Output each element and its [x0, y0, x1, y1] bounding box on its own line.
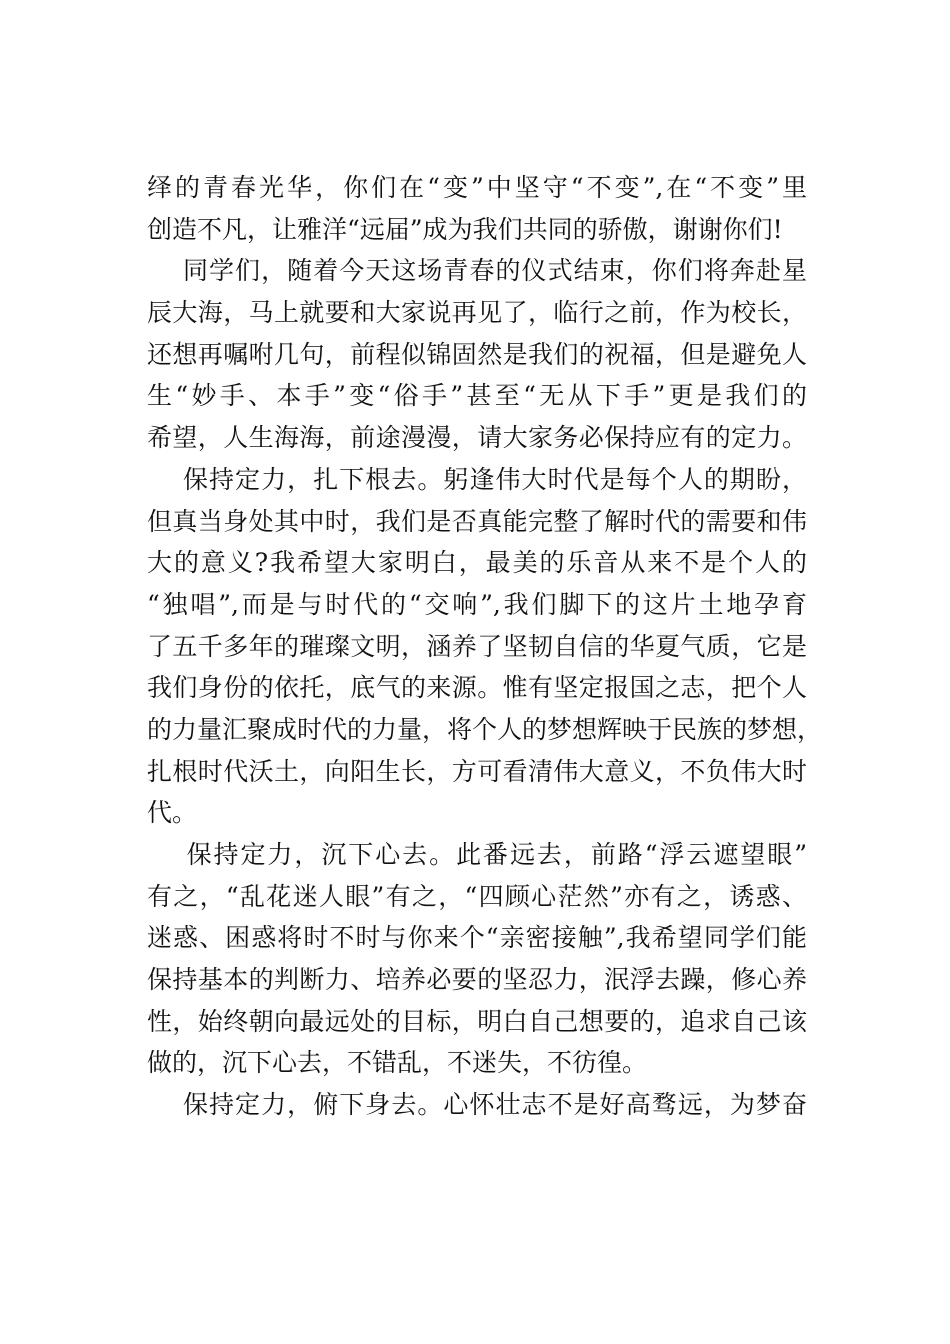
- text-line: 扎根时代沃土，向阳生长，方可看清伟大意义，不负伟大时: [147, 756, 807, 786]
- text-line: “独唱”,而是与时代的“交响”,我们脚下的这片土地孕育: [147, 589, 807, 619]
- text-line: 保持基本的判断力、培养必要的坚忍力，泯浮去躁，修心养: [147, 965, 807, 995]
- text-line: 我们身份的依托，底气的来源。惟有坚定报国之志，把个人: [147, 673, 807, 703]
- text-line: 保持定力，沉下心去。此番远去，前路“浮云遮望眼”: [147, 840, 807, 869]
- text-line: 代。: [147, 798, 198, 828]
- text-line: 做的，沉下心去，不错乱，不迷失，不彷徨。: [147, 1048, 648, 1078]
- text-line: 同学们，随着今天这场青春的仪式结束，你们将奔赴星: [147, 256, 807, 286]
- text-line: 生“妙手、本手”变“俗手”甚至“无从下手”更是我们的: [147, 381, 807, 411]
- text-line: 迷惑、困惑将时不时与你来个“亲密接触”,我希望同学们能: [147, 923, 807, 953]
- text-line: 了五千多年的璀璨文明，涵养了坚韧自信的华夏气质，它是: [147, 631, 807, 661]
- body-text: [147, 167, 823, 1126]
- text-line: 还想再嘱咐几句，前程似锦固然是我们的祝福，但是避免人: [147, 339, 807, 369]
- text-line: 保持定力，扎下根去。躬逢伟大时代是每个人的期盼，: [147, 464, 807, 494]
- text-line: 创造不凡，让雅洋“远届”成为我们共同的骄傲，谢谢你们!: [147, 214, 783, 244]
- text-line: 保持定力，俯下身去。心怀壮志不是好高骛远，为梦奋: [147, 1090, 807, 1120]
- text-line: 大的意义?我希望大家明白，最美的乐音从来不是个人的: [147, 548, 807, 578]
- text-line: 但真当身处其中时，我们是否真能完整了解时代的需要和伟: [147, 506, 807, 536]
- text-line: 绎的青春光华，你们在“变”中坚守“不变”,在“不变”里: [147, 173, 807, 202]
- text-line: 性，始终朝向最远处的目标，明白自己想要的，追求自己该: [147, 1006, 807, 1036]
- text-line: 有之，“乱花迷人眼”有之，“四顾心茫然”亦有之，诱惑、: [147, 881, 807, 911]
- text-line: 辰大海，马上就要和大家说再见了，临行之前，作为校长，: [147, 298, 807, 328]
- text-line: 希望，人生海海，前途漫漫，请大家务必保持应有的定力。: [147, 423, 807, 453]
- text-line: 的力量汇聚成时代的力量，将个人的梦想辉映于民族的梦想，: [147, 714, 823, 744]
